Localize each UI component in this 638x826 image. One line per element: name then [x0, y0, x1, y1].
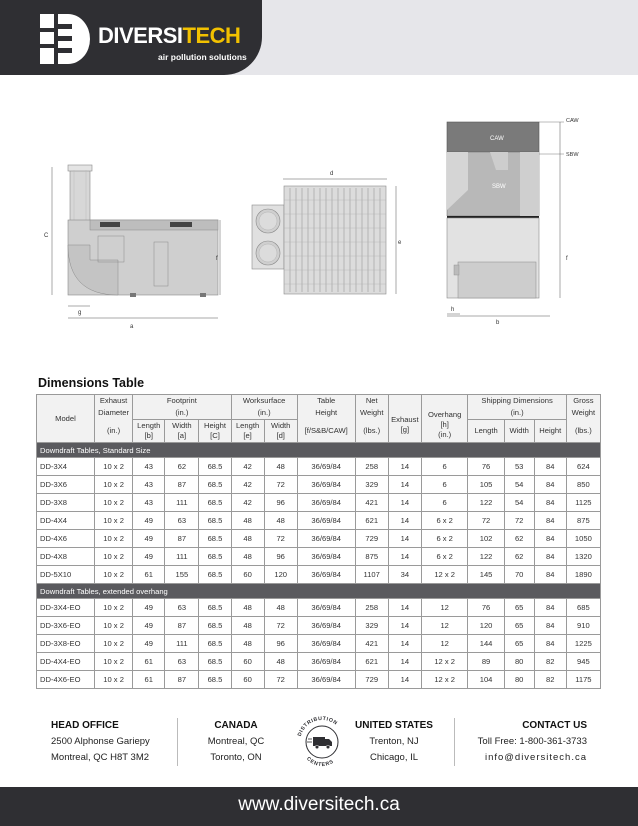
table-cell: 10 x 2 — [94, 599, 132, 617]
table-cell: 84 — [534, 476, 566, 494]
table-cell: 70 — [504, 566, 534, 584]
header-gross-weight-1: Gross — [566, 395, 600, 408]
table-cell: 258 — [355, 599, 388, 617]
model-cell: DD-4X8 — [37, 548, 95, 566]
model-cell: DD-3X6-EO — [37, 617, 95, 635]
table-cell: 60 — [231, 671, 264, 689]
section-title: Downdraft Tables, extended overhang — [37, 584, 601, 599]
table-cell: 84 — [534, 548, 566, 566]
table-cell: 48 — [231, 548, 264, 566]
diversitech-logo-mark-icon — [40, 14, 90, 64]
header-exhaust-diameter-1: Exhaust — [94, 395, 132, 408]
table-cell: 12 — [421, 617, 468, 635]
table-section-header — [37, 443, 601, 458]
table-cell: 43 — [133, 494, 165, 512]
table-cell: 80 — [504, 671, 534, 689]
header-shipping-width: Width — [504, 420, 534, 443]
table-cell: 84 — [534, 458, 566, 476]
model-cell: DD-3X4 — [37, 458, 95, 476]
table-cell: 10 x 2 — [94, 653, 132, 671]
dim-label-f-left: f — [216, 256, 218, 262]
table-cell: 6 x 2 — [421, 548, 468, 566]
table-cell: 624 — [566, 458, 600, 476]
brand-wordmark — [98, 24, 240, 48]
table-cell: 14 — [388, 548, 421, 566]
table-cell: 65 — [504, 617, 534, 635]
table-cell: 84 — [534, 530, 566, 548]
table-cell: 12 — [421, 599, 468, 617]
table-cell: 63 — [165, 512, 199, 530]
table-row — [37, 599, 601, 617]
table-cell: 36/69/84 — [297, 566, 355, 584]
table-cell: 60 — [231, 653, 264, 671]
table-cell: 72 — [504, 512, 534, 530]
table-cell: 42 — [231, 458, 264, 476]
header-table-height-3: [f/S&B/CAW] — [297, 420, 355, 443]
table-cell: 14 — [388, 599, 421, 617]
header-footprint-unit: (in.) — [133, 407, 231, 420]
header-exhaust-blank — [388, 395, 421, 408]
table-cell: 34 — [388, 566, 421, 584]
table-cell: 36/69/84 — [297, 671, 355, 689]
table-cell: 144 — [468, 635, 504, 653]
table-cell: 84 — [534, 599, 566, 617]
table-cell: 49 — [133, 548, 165, 566]
table-row — [37, 566, 601, 584]
table-cell: 36/69/84 — [297, 617, 355, 635]
table-cell: 42 — [231, 494, 264, 512]
table-row — [37, 530, 601, 548]
table-cell: 10 x 2 — [94, 548, 132, 566]
section-title: Downdraft Tables, Standard Size — [37, 443, 601, 458]
canada-title: CANADA — [214, 720, 258, 731]
table-cell: 120 — [468, 617, 504, 635]
header-footprint-length: Length [b] — [133, 420, 165, 443]
table-cell: 84 — [534, 512, 566, 530]
table-cell: 850 — [566, 476, 600, 494]
table-cell: 36/69/84 — [297, 653, 355, 671]
table-cell: 36/69/84 — [297, 635, 355, 653]
header-shipping-length: Length — [468, 420, 504, 443]
table-cell: 36/69/84 — [297, 548, 355, 566]
table-cell: 54 — [504, 476, 534, 494]
table-cell: 48 — [231, 512, 264, 530]
model-cell: DD-4X4-EO — [37, 653, 95, 671]
table-row — [37, 635, 601, 653]
table-cell: 49 — [133, 617, 165, 635]
table-cell: 82 — [534, 671, 566, 689]
head-office-title: HEAD OFFICE — [51, 720, 119, 731]
table-cell: 61 — [133, 671, 165, 689]
table-cell: 68.5 — [199, 617, 231, 635]
header-overhang: Overhang [h] (in.) — [421, 407, 468, 443]
table-cell: 43 — [133, 476, 165, 494]
table-cell: 84 — [534, 494, 566, 512]
table-cell: 68.5 — [199, 530, 231, 548]
contact-section — [36, 700, 601, 780]
table-cell: 36/69/84 — [297, 530, 355, 548]
table-cell: 63 — [165, 653, 199, 671]
dim-label-d: d — [330, 171, 334, 177]
table-cell: 48 — [231, 617, 264, 635]
header-exhaust: Exhaust [g] — [388, 407, 421, 443]
table-cell: 621 — [355, 653, 388, 671]
table-cell: 43 — [133, 458, 165, 476]
table-cell: 6 — [421, 458, 468, 476]
table-cell: 68.5 — [199, 671, 231, 689]
united-states-block — [354, 718, 434, 766]
table-cell: 12 x 2 — [421, 671, 468, 689]
canada-location-2: Toronto, ON — [210, 752, 262, 763]
table-row — [37, 617, 601, 635]
table-cell: 685 — [566, 599, 600, 617]
dimensions-table-title: Dimensions Table — [38, 376, 145, 390]
table-cell: 10 x 2 — [94, 512, 132, 530]
table-cell: 68.5 — [199, 548, 231, 566]
front-view-drawing — [447, 118, 579, 326]
table-cell: 14 — [388, 476, 421, 494]
table-cell: 1320 — [566, 548, 600, 566]
table-row — [37, 548, 601, 566]
table-cell: 36/69/84 — [297, 512, 355, 530]
table-cell: 63 — [165, 599, 199, 617]
table-section-header — [37, 584, 601, 599]
table-cell: 48 — [264, 458, 297, 476]
table-cell: 53 — [504, 458, 534, 476]
table-cell: 1890 — [566, 566, 600, 584]
table-cell: 111 — [165, 494, 199, 512]
header-footprint-height: Height [C] — [199, 420, 231, 443]
table-cell: 329 — [355, 617, 388, 635]
table-cell: 258 — [355, 458, 388, 476]
header-gross-weight-2: Weight — [566, 407, 600, 420]
table-cell: 48 — [231, 635, 264, 653]
table-cell: 65 — [504, 635, 534, 653]
table-cell: 61 — [133, 566, 165, 584]
table-cell: 61 — [133, 653, 165, 671]
table-cell: 1050 — [566, 530, 600, 548]
header-gross-weight-3: (lbs.) — [566, 420, 600, 443]
header-exhaust-diameter-2: Diameter — [94, 407, 132, 420]
table-cell: 68.5 — [199, 458, 231, 476]
model-cell: DD-3X8-EO — [37, 635, 95, 653]
dim-label-a: a — [130, 324, 134, 330]
table-cell: 10 x 2 — [94, 671, 132, 689]
label-sbw-dimension: SBW — [566, 152, 579, 158]
table-row — [37, 458, 601, 476]
table-cell: 72 — [264, 476, 297, 494]
table-cell: 10 x 2 — [94, 617, 132, 635]
table-cell: 14 — [388, 494, 421, 512]
table-cell: 87 — [165, 476, 199, 494]
table-cell: 42 — [231, 476, 264, 494]
table-cell: 1125 — [566, 494, 600, 512]
table-cell: 10 x 2 — [94, 494, 132, 512]
table-cell: 111 — [165, 548, 199, 566]
table-cell: 72 — [264, 617, 297, 635]
table-cell: 12 x 2 — [421, 653, 468, 671]
table-cell: 72 — [264, 530, 297, 548]
table-cell: 65 — [504, 599, 534, 617]
header-worksurface-length: Length [e] — [231, 420, 264, 443]
header-footprint: Footprint — [133, 395, 231, 408]
table-cell: 76 — [468, 599, 504, 617]
table-row — [37, 476, 601, 494]
table-cell: 10 x 2 — [94, 635, 132, 653]
table-cell: 82 — [534, 653, 566, 671]
divider — [177, 718, 178, 766]
badge-top-text: DISTRIBUTION — [296, 715, 339, 738]
table-row — [37, 653, 601, 671]
table-cell: 68.5 — [199, 494, 231, 512]
table-cell: 36/69/84 — [297, 599, 355, 617]
table-cell: 421 — [355, 494, 388, 512]
table-cell: 120 — [264, 566, 297, 584]
united-states-location-1: Trenton, NJ — [369, 736, 419, 747]
table-cell: 1107 — [355, 566, 388, 584]
table-cell: 36/69/84 — [297, 494, 355, 512]
table-cell: 729 — [355, 671, 388, 689]
table-cell: 96 — [264, 635, 297, 653]
table-cell: 14 — [388, 458, 421, 476]
table-cell: 111 — [165, 635, 199, 653]
dim-label-b: b — [496, 320, 500, 326]
brand-tagline: air pollution solutions — [158, 52, 247, 62]
brand-name-part2: TECH — [182, 23, 241, 48]
united-states-title: UNITED STATES — [355, 720, 433, 731]
dim-label-c: C — [44, 233, 49, 239]
header-table-height-1: Table — [297, 395, 355, 408]
label-caw-inside: CAW — [490, 136, 504, 142]
contact-phone[interactable]: Toll Free: 1-800-361-3733 — [477, 736, 587, 747]
dim-label-f-right: f — [566, 256, 568, 262]
table-cell: 36/69/84 — [297, 476, 355, 494]
table-row — [37, 512, 601, 530]
header-table-height-2: Height — [297, 407, 355, 420]
dimensions-table — [36, 394, 601, 689]
table-cell: 329 — [355, 476, 388, 494]
table-cell: 12 x 2 — [421, 566, 468, 584]
table-cell: 36/69/84 — [297, 458, 355, 476]
table-cell: 48 — [264, 599, 297, 617]
header-footprint-width: Width [a] — [165, 420, 199, 443]
header-overhang-blank — [421, 395, 468, 408]
table-cell: 14 — [388, 671, 421, 689]
table-cell: 6 — [421, 476, 468, 494]
table-cell: 875 — [566, 512, 600, 530]
table-cell: 72 — [468, 512, 504, 530]
table-cell: 1175 — [566, 671, 600, 689]
table-cell: 12 — [421, 635, 468, 653]
table-cell: 84 — [534, 566, 566, 584]
header-net-weight-1: Net — [355, 395, 388, 408]
table-cell: 48 — [231, 530, 264, 548]
table-cell: 76 — [468, 458, 504, 476]
table-cell: 48 — [264, 512, 297, 530]
table-cell: 62 — [504, 530, 534, 548]
header-worksurface-unit: (in.) — [231, 407, 297, 420]
header-net-weight-2: Weight — [355, 407, 388, 420]
table-cell: 49 — [133, 530, 165, 548]
table-cell: 48 — [231, 599, 264, 617]
header-model: Model — [37, 395, 95, 443]
contact-us-title: CONTACT US — [522, 720, 587, 731]
table-cell: 102 — [468, 530, 504, 548]
dim-label-g: g — [78, 310, 82, 316]
head-office-address-line2: Montreal, QC H8T 3M2 — [51, 752, 150, 763]
table-cell: 14 — [388, 635, 421, 653]
dimensions-table-body — [37, 443, 601, 689]
table-cell: 68.5 — [199, 512, 231, 530]
table-cell: 945 — [566, 653, 600, 671]
header-worksurface-width: Width [d] — [264, 420, 297, 443]
table-cell: 87 — [165, 617, 199, 635]
table-cell: 68.5 — [199, 566, 231, 584]
label-caw-dimension: CAW — [566, 118, 579, 124]
table-cell: 87 — [165, 671, 199, 689]
model-cell: DD-3X6 — [37, 476, 95, 494]
table-cell: 10 x 2 — [94, 476, 132, 494]
table-cell: 49 — [133, 599, 165, 617]
table-cell: 122 — [468, 494, 504, 512]
table-cell: 155 — [165, 566, 199, 584]
model-cell: DD-4X4 — [37, 512, 95, 530]
brand-name-part1: DIVERSI — [98, 23, 183, 48]
table-cell: 104 — [468, 671, 504, 689]
header-exhaust-diameter-3: (in.) — [94, 420, 132, 443]
table-cell: 62 — [165, 458, 199, 476]
table-cell: 729 — [355, 530, 388, 548]
model-cell: DD-3X4-EO — [37, 599, 95, 617]
table-cell: 72 — [264, 671, 297, 689]
table-cell: 14 — [388, 653, 421, 671]
table-cell: 6 x 2 — [421, 530, 468, 548]
table-cell: 910 — [566, 617, 600, 635]
table-cell: 145 — [468, 566, 504, 584]
header-net-weight-3: (lbs.) — [355, 420, 388, 443]
table-cell: 14 — [388, 512, 421, 530]
table-cell: 14 — [388, 530, 421, 548]
head-office-address-line1: 2500 Alphonse Gariepy — [51, 736, 150, 747]
canada-block — [196, 718, 276, 766]
table-cell: 87 — [165, 530, 199, 548]
website-link[interactable]: www.diversitech.ca — [238, 794, 400, 815]
table-cell: 49 — [133, 512, 165, 530]
table-cell: 89 — [468, 653, 504, 671]
table-cell: 60 — [231, 566, 264, 584]
table-cell: 10 x 2 — [94, 566, 132, 584]
header-shipping: Shipping Dimensions — [468, 395, 566, 408]
table-cell: 96 — [264, 494, 297, 512]
table-cell: 84 — [534, 617, 566, 635]
table-cell: 96 — [264, 548, 297, 566]
canada-location-1: Montreal, QC — [207, 736, 265, 747]
table-cell: 6 — [421, 494, 468, 512]
distribution-centers-badge — [292, 712, 352, 772]
table-cell: 68.5 — [199, 653, 231, 671]
model-cell: DD-4X6 — [37, 530, 95, 548]
table-cell: 105 — [468, 476, 504, 494]
table-cell: 62 — [504, 548, 534, 566]
table-cell: 10 x 2 — [94, 458, 132, 476]
header-worksurface: Worksurface — [231, 395, 297, 408]
table-cell: 6 x 2 — [421, 512, 468, 530]
logo-block[interactable] — [0, 0, 262, 75]
table-cell: 68.5 — [199, 599, 231, 617]
header-shipping-height: Height — [534, 420, 566, 443]
model-cell: DD-4X6-EO — [37, 671, 95, 689]
table-cell: 122 — [468, 548, 504, 566]
table-row — [37, 494, 601, 512]
badge-bottom-text: CENTERS — [305, 755, 336, 769]
table-cell: 875 — [355, 548, 388, 566]
header-shipping-unit: (in.) — [468, 407, 566, 420]
dim-label-e: e — [398, 240, 402, 246]
model-cell: DD-5X10 — [37, 566, 95, 584]
table-cell: 54 — [504, 494, 534, 512]
table-cell: 621 — [355, 512, 388, 530]
table-cell: 14 — [388, 617, 421, 635]
model-cell: DD-3X8 — [37, 494, 95, 512]
contact-us-block — [478, 718, 587, 766]
divider — [454, 718, 455, 766]
label-sbw-inside: SBW — [492, 184, 506, 190]
table-cell: 80 — [504, 653, 534, 671]
table-cell: 68.5 — [199, 635, 231, 653]
table-cell: 49 — [133, 635, 165, 653]
head-office-block — [51, 718, 150, 766]
table-cell: 1225 — [566, 635, 600, 653]
table-cell: 421 — [355, 635, 388, 653]
product-technical-drawing — [30, 110, 610, 340]
table-cell: 68.5 — [199, 476, 231, 494]
contact-email[interactable]: info@diversitech.ca — [484, 752, 587, 763]
table-cell: 48 — [264, 653, 297, 671]
side-view-drawing — [44, 165, 220, 330]
table-row — [37, 671, 601, 689]
united-states-location-2: Chicago, IL — [369, 752, 419, 763]
table-cell: 84 — [534, 635, 566, 653]
table-cell: 10 x 2 — [94, 530, 132, 548]
top-view-drawing — [252, 171, 402, 294]
dim-label-h: h — [451, 307, 455, 313]
